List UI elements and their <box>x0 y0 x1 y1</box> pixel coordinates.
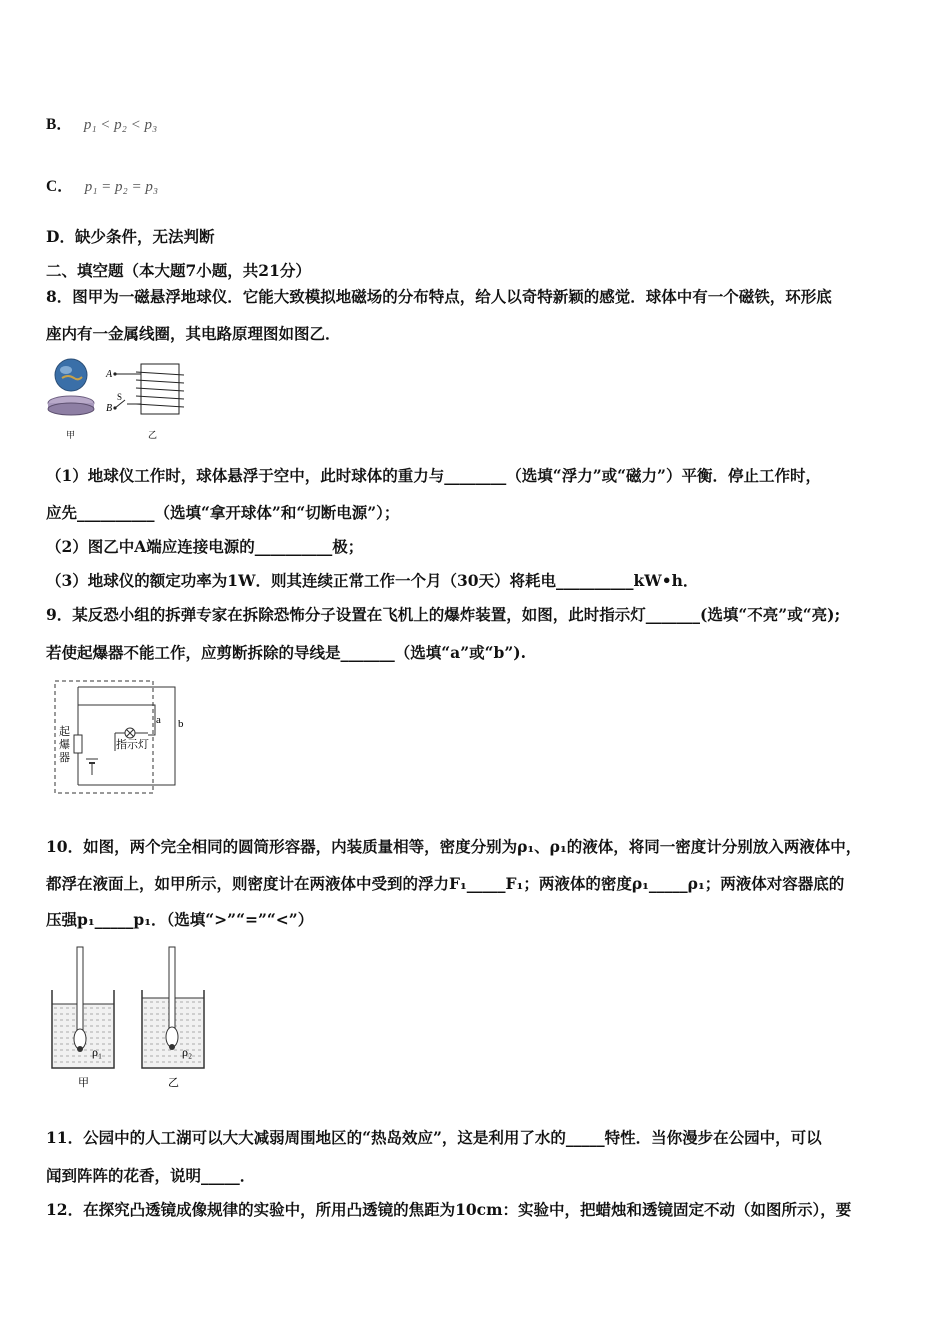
q10-fig-label-jia: 甲 <box>78 1077 89 1089</box>
q9-fig-label-a: a <box>156 714 161 726</box>
q9-fig-label-device: 起爆器 <box>59 726 70 764</box>
q9-line2: 若使起爆器不能工作，应剪断拆除的导线是_______（选填“a”或“b”). <box>46 643 527 662</box>
option-b-formula: p₁ < p₂ < p₃ <box>83 117 158 133</box>
hydrometer-jia <box>77 947 83 1033</box>
q8-sub1-line1: （1）地球仪工作时，球体悬浮于空中，此时球体的重力与________（选填“浮力”或“磁力”）平衡．停止工作时， <box>46 466 821 485</box>
globe-icon <box>55 359 87 391</box>
q8-figure <box>44 356 204 446</box>
q8-sub2: （2）图乙中A端应连接电源的__________极； <box>46 537 364 556</box>
q10-line1: 10．如图，两个完全相同的圆筒形容器，内装质量相等，密度分别为ρ₁、ρ₁的液体，将同一密度计分别放入两液体中， <box>46 837 862 856</box>
q11-line2: 闻到阵阵的花香，说明_____． <box>46 1166 256 1185</box>
section-heading: 二、填空题（本大题7小题，共21分） <box>46 261 311 280</box>
q8-fig-label-jia: 甲 <box>66 430 76 440</box>
q8-fig-label-s: S <box>117 392 123 402</box>
q9-fig-label-lamp: 指示灯 <box>116 739 149 751</box>
q10-fig-label-yi: 乙 <box>168 1077 179 1089</box>
q10-fig-label-rho2: ρ₂ <box>182 1045 193 1059</box>
q12-line1: 12．在探究凸透镜成像规律的实验中，所用凸透镜的焦距为10cm：实验中，把蜡烛和透镜固定不动（如图所示），要 <box>46 1200 852 1219</box>
q9-figure <box>50 675 190 797</box>
option-c-formula: p₁ = p₂ = p₃ <box>84 179 159 195</box>
q9-line1: 9．某反恐小组的拆弹专家在拆除恐怖分子设置在飞机上的爆炸装置，如图，此时指示灯_______(选填“不亮”或“亮); <box>46 605 841 624</box>
q8-fig-label-a: A <box>106 369 113 380</box>
q11-line1: 11．公园中的人工湖可以大大减弱周围地区的“热岛效应”，这是利用了水的_____特性．当你漫步在公园中，可以 <box>46 1128 822 1147</box>
option-b <box>46 114 157 135</box>
option-b-letter: B． <box>46 116 72 133</box>
q8-line2: 座内有一金属线圈，其电路原理图如图乙． <box>46 324 341 343</box>
q9-fig-label-b: b <box>178 718 184 730</box>
q10-fig-label-rho1: ρ₁ <box>92 1045 103 1059</box>
q10-figure <box>46 942 216 1092</box>
q10-line3: 压强p₁_____p₁．（选填“>”“=”“<”） <box>46 910 314 929</box>
option-c-letter: C． <box>46 178 73 195</box>
hydrometer-yi <box>169 947 175 1031</box>
detonator-icon <box>74 735 82 753</box>
q10-line2: 都浮在液面上，如甲所示，则密度计在两液体中受到的浮力F₁_____F₁；两液体的密度ρ₁_____ρ₁；两液体对容器底的 <box>46 874 845 893</box>
q8-fig-label-yi: 乙 <box>148 430 158 440</box>
option-d: D．缺少条件，无法判断 <box>46 227 215 246</box>
q8-sub1-line2: 应先__________（选填“拿开球体”和“切断电源”）； <box>46 503 400 522</box>
q8-line1: 8．图甲为一磁悬浮地球仪．它能大致模拟地磁场的分布特点，给人以奇特新颖的感觉．球体中有一个磁铁，环形底 <box>46 287 832 306</box>
option-c <box>46 176 158 197</box>
q8-sub3: （3）地球仪的额定功率为1W．则其连续正常工作一个月（30天）将耗电__________kW•h． <box>46 571 699 590</box>
q8-fig-label-b: B <box>106 403 113 414</box>
